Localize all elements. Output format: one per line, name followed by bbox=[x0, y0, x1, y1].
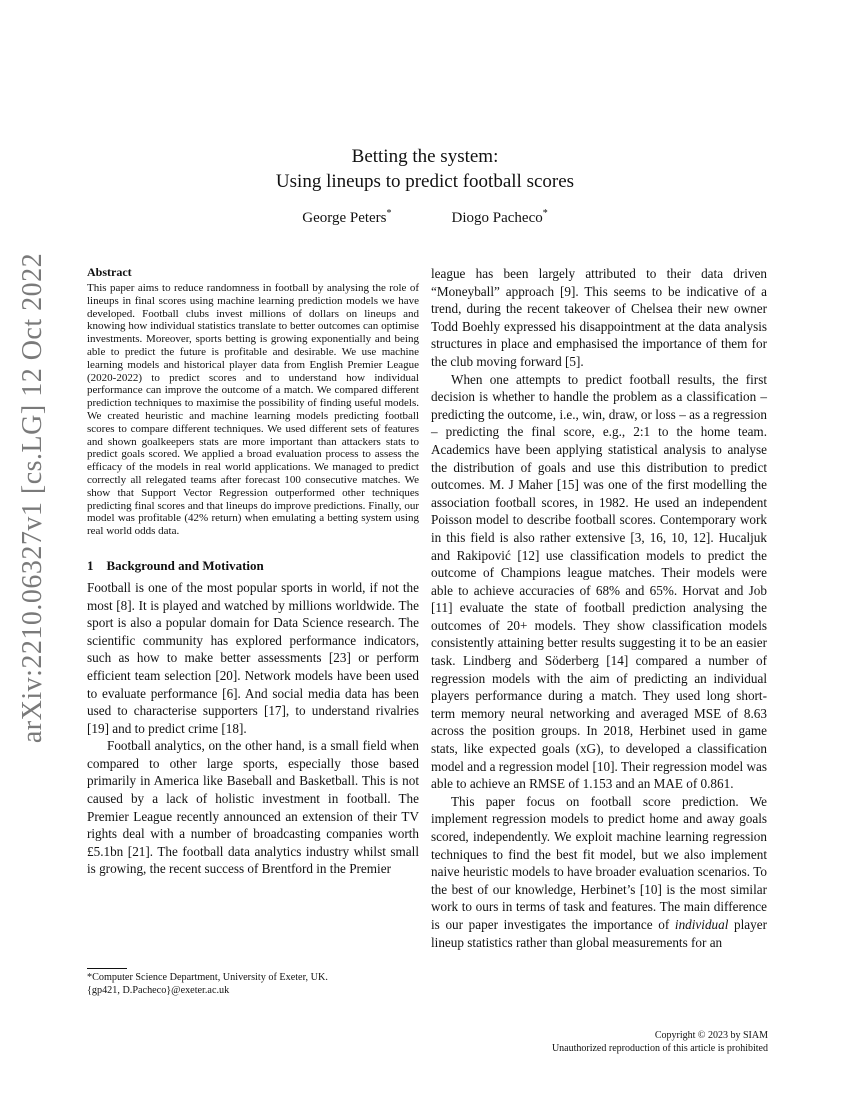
author bbox=[302, 208, 391, 227]
author-name: George Peters bbox=[302, 210, 387, 226]
footnote bbox=[87, 971, 419, 997]
abstract-text: This paper aims to reduce randomness in football by analysing the role of lineups in final scores using machine learning prediction models we have developed. Football clubs invest millions of dollars on lineups and knowing how individual statistics translate to better outcomes can optimise investments. Moreover, sports betting is growing exponentially and being able to predict the future is profitable and desirable. We use machine learning models and historical player data from English Premier League (2020-2022) to predict scores and to understand how individual performance can improve the outcome of a match. We compared different prediction techniques to maximise the possibility of finding useful models. We created heuristic and machine learning models predicting football scores to compare different techniques. We used different sets of features and shown goalkeepers stats are more important than attackers stats to predict goals scored. We applied a broad evaluation process to assess the efficacy of the models in real world applications. We managed to predict correctly all relegated teams after forecast 100 consecutive matches. We show that Support Vector Regression outperformed other techniques predicting final scores and that lineups do improve predictions. Finally, our model was profitable (42% return) when emulating a betting system using real world odds data. bbox=[87, 282, 419, 538]
paper-title-line-1: Betting the system: bbox=[351, 146, 499, 167]
copyright-notice bbox=[552, 1029, 768, 1055]
author bbox=[452, 208, 548, 227]
author-affiliation-mark: * bbox=[542, 208, 548, 219]
section-heading: 1 Background and Motivation bbox=[87, 557, 264, 573]
author-affiliation-mark: * bbox=[386, 208, 392, 219]
paragraph-text: This paper focus on football score prediction. We implement regression models to predict home and away goals scored, independently. We exploit machine learning regression techniques to find the best fit model, but we also implement naive heuristic models to have broader evaluation scenarios. To the best of our knowledge, Herbinet’s [10] is the most similar work to ours in terms of task and features. The main difference is our paper investigates the importance of bbox=[431, 793, 767, 932]
left-column bbox=[87, 265, 419, 878]
paragraph-text: player lineup statistics rather than global measurements for an bbox=[431, 916, 767, 950]
footnote-affiliation: *Computer Science Department, University of Exeter, UK. bbox=[87, 972, 328, 983]
author-name: Diogo Pacheco bbox=[451, 210, 543, 226]
emphasis-text: individual bbox=[674, 916, 729, 932]
body-paragraph bbox=[431, 793, 767, 951]
body-paragraph: Football is one of the most popular sports in world, if not the most [8]. It is played and watched by millions worldwide. The sport is also a popular domain for Data Science research. The scientific community has explored performance indicators, such as how to make better assessments [23] or perform efficient team selection [20]. Network models have been used to evaluate performance [6]. And social media data has been used to characterise supporters [17], to understand rivalries [19] and to predict crime [18]. bbox=[87, 579, 419, 736]
body-paragraph: When one attempts to predict football results, the first decision is whether to handle the problem as a classification – predicting the outcome, i.e., win, draw, or loss – as a regression – predicting the final score, e.g., 2:1 to the home team. Academics have been applying statistical analysis to analyse the distribution of goals and use this distribution to predict outcomes. M. J Maher [15] was one of the first modelling the association football scores, in 1982. He used an independent Poisson model to describe football scores. Contemporary work in this field is also rather extensive [3, 16, 10, 12]. Hucaljuk and Rakipović [12] use classification models to predict the outcome of Champions league matches. Their models were able to achieve accuracies of 68% and 65%. Horvat and Job [11] evaluate the state of football prediction analysing the outcomes of 20+ models. They show classification models consistently attaining better results suggesting it to be an easier task. Lindberg and Söderberg [14] compared a number of regression models with the aim of predicting an individual players performance during a match. They used long short-term memory neural networking and averaged MSE of 8.63 across the position groups. In 2018, Herbinet used in game stats, like expected goals (xG), to developed a classification model and a regression model [10]. Their regression model was able to achieve an RMSE of 1.153 and an MAE of 0.861. bbox=[431, 371, 767, 792]
reproduction-notice: Unauthorized reproduction of this article is prohibited bbox=[551, 1043, 768, 1054]
body-paragraph: league has been largely attributed to their data driven “Moneyball” approach [9]. This seems to be indicative of a trend, during the recent takeover of Chelsea their new owner Todd Boehly expressed his disappointment at the data analysis structures in place and emphasised the importance of them for the club moving forward [5]. bbox=[431, 266, 767, 369]
arxiv-identifier-sidebar bbox=[4, 252, 62, 743]
paper-title-line-2: Using lineups to predict football scores bbox=[275, 171, 575, 192]
arxiv-id: arXiv:2210.06327v1 [cs.LG] 12 Oct 2022 bbox=[17, 252, 49, 743]
copyright-line: Copyright © 2023 by SIAM bbox=[654, 1030, 768, 1041]
footnote-emails: {gp421, D.Pacheco}@exeter.ac.uk bbox=[87, 985, 230, 996]
right-column bbox=[431, 265, 767, 951]
body-paragraph: Football analytics, on the other hand, is a small field when compared to other large sports, especially those based primarily in America like Baseball and Basketball. This is not caused by a lack of holistic investment in football. The Premier League recently announced an extension of their TV rights deal with a number of broadcasting companies worth £5.1bn [21]. The football data analytics industry whilst small is growing, the recent success of Brentford in the Premier bbox=[87, 738, 419, 877]
author-list bbox=[0, 208, 850, 227]
footnote-rule bbox=[87, 968, 127, 969]
abstract-heading: Abstract bbox=[87, 265, 132, 279]
